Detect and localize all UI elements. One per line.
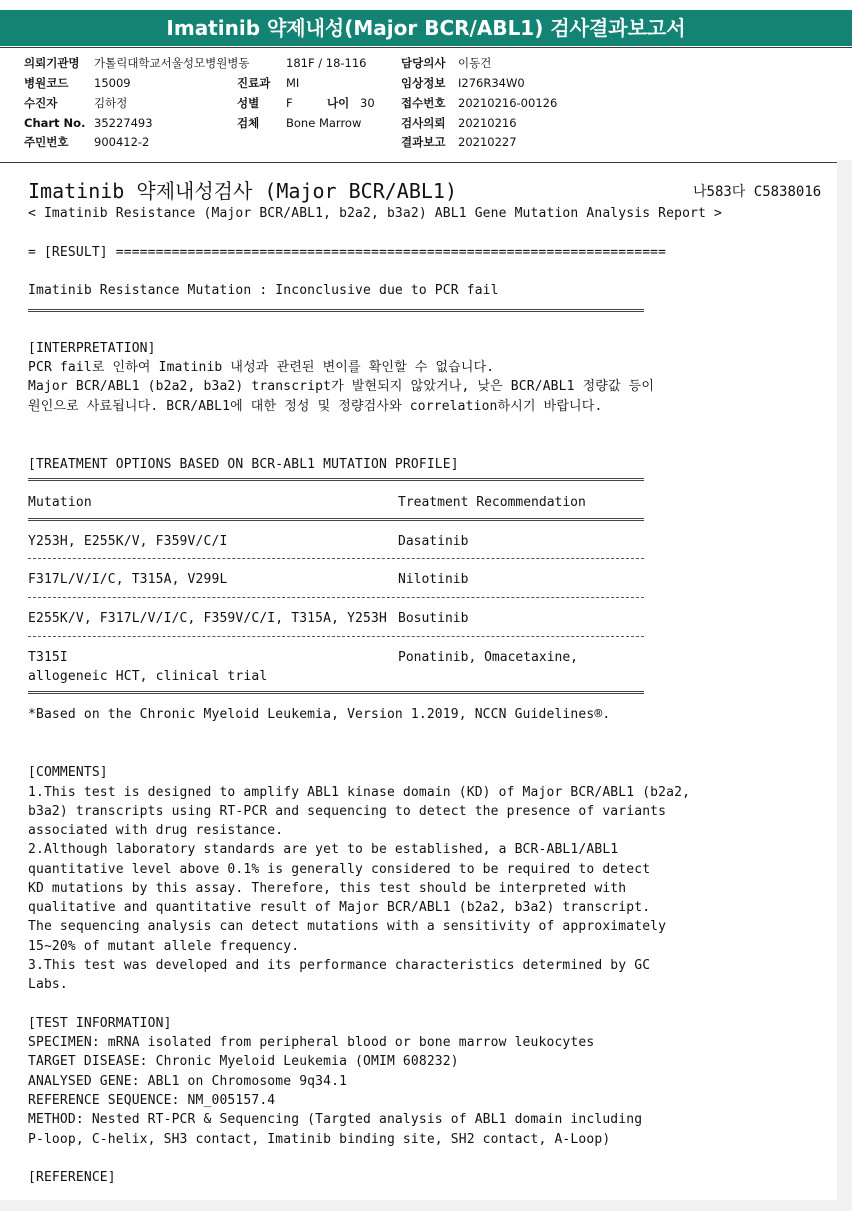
id-value: 900412-2 [94, 135, 150, 149]
treatment-wrap: allogeneic HCT, clinical trial [28, 669, 268, 684]
patient-header [0, 50, 852, 158]
age-label: 나이 [327, 96, 350, 110]
clinical-info-value: I276R34W0 [458, 76, 525, 90]
dept-value: MI [286, 76, 300, 90]
treatment-recommendation: Nilotinib [398, 572, 469, 587]
page-margin-bottom [0, 1200, 852, 1211]
receipt-label: 접수번호 [401, 96, 446, 110]
sex-value: F [286, 96, 293, 110]
report-title: Imatinib 약제내성(Major BCR/ABL1) 검사결과보고서 [0, 10, 852, 46]
comment-line: quantitative level above 0.1% is generally considered to be required to detect [28, 862, 651, 877]
id-label: 주민번호 [24, 135, 69, 149]
interpretation-line: 원인으로 사료됩니다. BCR/ABL1에 대한 정성 및 정량검사와 correlation하시기 바랍니다. [28, 399, 603, 414]
result-header: = [RESULT] ===================================================================== [28, 245, 667, 260]
doctor-value: 이동건 [458, 56, 492, 70]
document-subtitle: < Imatinib Resistance (Major BCR/ABL1, b2a2, b3a2) ABL1 Gene Mutation Analysis Report > [28, 206, 722, 221]
comment-line: 3.This test was developed and its performance characteristics determined by GC [28, 958, 651, 973]
receipt-value: 20210216-00126 [458, 96, 558, 110]
section-separator [28, 478, 644, 481]
comment-line: associated with drug resistance. [28, 823, 284, 838]
test-info-header: [TEST INFORMATION] [28, 1016, 172, 1031]
request-label: 검사의뢰 [401, 116, 446, 130]
result-line: Imatinib Resistance Mutation : Inconclusive due to PCR fail [28, 283, 499, 298]
patient-label: 수진자 [24, 96, 58, 110]
hospital-code-label: 병원코드 [24, 76, 69, 90]
sex-label: 성별 [237, 96, 260, 110]
test-info-line: SPECIMEN: mRNA isolated from peripheral blood or bone marrow leukocytes [28, 1035, 595, 1050]
test-info-line: P-loop, C-helix, SH3 contact, Imatinib binding site, SH2 contact, A-Loop) [28, 1132, 611, 1147]
treatment-header: [TREATMENT OPTIONS BASED ON BCR-ABL1 MUTATION PROFILE] [28, 457, 459, 472]
reference-header: [REFERENCE] [28, 1170, 116, 1185]
hospital-code-value: 15009 [94, 76, 131, 90]
test-info-line: ANALYSED GENE: ABL1 on Chromosome 9q34.1 [28, 1074, 348, 1089]
table-header-separator [28, 518, 644, 521]
test-info-line: TARGET DISEASE: Chronic Myeloid Leukemia (OMIM 608232) [28, 1054, 459, 1069]
comment-line: 1.This test is designed to amplify ABL1 kinase domain (KD) of Major BCR/ABL1 (b2a2, [28, 785, 691, 800]
treatment-mutation: F317L/V/I/C, T315A, V299L [28, 572, 228, 587]
patient-value: 김하정 [94, 96, 128, 110]
interpretation-header: [INTERPRETATION] [28, 341, 156, 356]
age-value: 30 [360, 96, 375, 110]
chart-label: Chart No. [24, 116, 86, 130]
test-info-line: METHOD: Nested RT-PCR & Sequencing (Targted analysis of ABL1 domain including [28, 1112, 643, 1127]
interpretation-line: Major BCR/ABL1 (b2a2, b3a2) transcript가 발현되지 않았거나, 낮은 BCR/ABL1 정량값 등이 [28, 379, 655, 394]
comment-line: Labs. [28, 977, 68, 992]
treatment-recommendation: Bosutinib [398, 611, 469, 626]
chart-value: 35227493 [94, 116, 153, 130]
specimen-value: Bone Marrow [286, 116, 362, 130]
dept-label: 진료과 [237, 76, 271, 90]
column-mutation-header: Mutation [28, 495, 92, 510]
comment-line: KD mutations by this assay. Therefore, this test should be interpreted with [28, 881, 627, 896]
row-separator [28, 558, 644, 559]
section-separator [28, 309, 644, 312]
clinical-info-label: 임상정보 [401, 76, 446, 90]
institution-value: 가톨릭대학교서울성모병원병동 [94, 56, 250, 70]
comment-line: b3a2) transcripts using RT-PCR and sequencing to detect the presence of variants [28, 804, 667, 819]
report-date-value: 20210227 [458, 135, 517, 149]
comment-line: The sequencing analysis can detect mutations with a sensitivity of approximately [28, 919, 667, 934]
test-info-line: REFERENCE SEQUENCE: NM_005157.4 [28, 1093, 276, 1108]
doctor-label: 담당의사 [401, 56, 446, 70]
page-margin-right [837, 160, 852, 1211]
row-separator [28, 597, 644, 598]
treatment-recommendation: Ponatinib, Omacetaxine, [398, 650, 579, 665]
guideline-footnote: *Based on the Chronic Myeloid Leukemia, Version 1.2019, NCCN Guidelines®. [28, 707, 611, 722]
row-separator [28, 636, 644, 637]
request-value: 20210216 [458, 116, 517, 130]
specimen-label: 검체 [237, 116, 260, 130]
document-title: Imatinib 약제내성검사 (Major BCR/ABL1) [28, 179, 457, 203]
header-divider-bottom [0, 162, 852, 163]
treatment-recommendation: Dasatinib [398, 534, 469, 549]
interpretation-line: PCR fail로 인하여 Imatinib 내성과 관련된 변이를 확인할 수 없습니다. [28, 360, 495, 375]
comment-line: 2.Although laboratory standards are yet to be established, a BCR-ABL1/ABL1 [28, 842, 619, 857]
treatment-mutation: Y253H, E255K/V, F359V/C/I [28, 534, 228, 549]
header-divider [0, 47, 852, 48]
treatment-mutation: E255K/V, F317L/V/I/C, F359V/C/I, T315A, Y253H [28, 611, 387, 626]
ward-value: 181F / 18-116 [286, 56, 367, 70]
institution-label: 의뢰기관명 [24, 56, 80, 70]
comments-header: [COMMENTS] [28, 765, 108, 780]
report-date-label: 결과보고 [401, 135, 446, 149]
treatment-mutation: T315I [28, 650, 68, 665]
table-end-separator [28, 691, 644, 694]
document-code: 나583다 C5838016 [693, 184, 822, 200]
column-recommendation-header: Treatment Recommendation [398, 495, 586, 510]
comment-line: 15~20% of mutant allele frequency. [28, 939, 300, 954]
comment-line: qualitative and quantitative result of Major BCR/ABL1 (b2a2, b3a2) transcript. [28, 900, 651, 915]
